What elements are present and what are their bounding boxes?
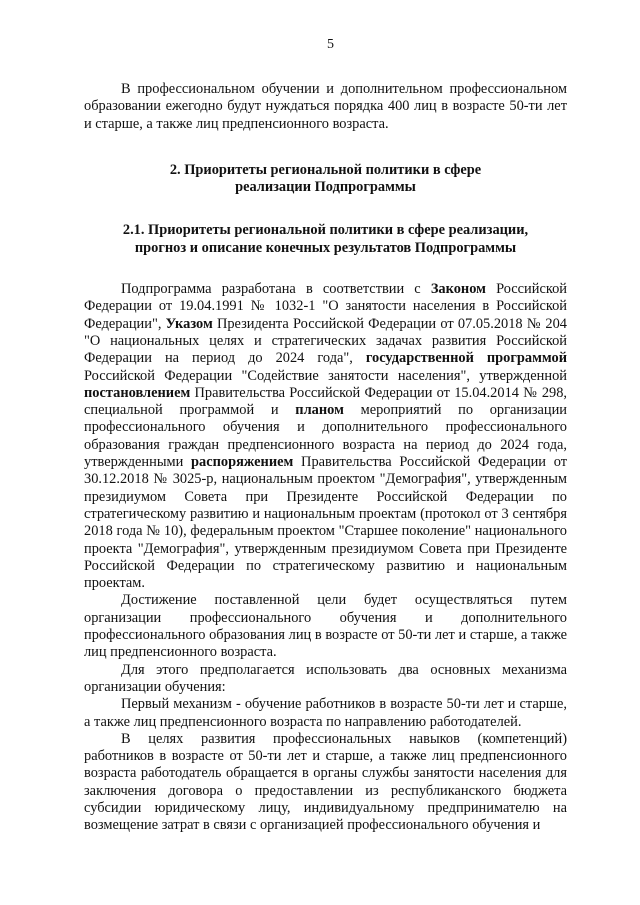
text-run: Российской Федерации от 19.04.1991 № 1032-1 "О занятости населения в Российской Федерации", (84, 281, 567, 332)
intro-paragraph: В профессиональном обучении и дополнительном профессиональном образовании ежегодно будут нуждаться порядка 400 лиц в возрасте 50-ти лет и старше, а также лиц предпенсионного возраста. (84, 81, 567, 132)
text-run: Правительства Российской Федерации от 30.12.2018 № 3025-р, национальным проектом "Демография", утвержденным президиумом Совета при Президенте Российской Федерации по стратегическому развитию и национальным проектам (протокол от 3 сентября 2018 года № 10), федеральным проектом "Старшее поколение" национального проекта "Демография", утвержденным президиумом Совета при Президенте Российской Федерации по стратегическому развитию и национальным проектам. (84, 454, 567, 592)
state-program-reference: государственной программой (365, 350, 567, 367)
text-run: Правительства Российской Федерации от 15.04.2014 № 298, специальной программой и (84, 384, 567, 419)
decree-reference: Указом (165, 315, 213, 332)
mechanisms-paragraph: Для этого предполагается использовать два основных механизма организации обучения: (84, 661, 567, 695)
section-heading-2-1-line1: 2.1. Приоритеты региональной политики в сфере реализации, (122, 222, 529, 239)
section-heading-2-1-line2: прогноз и описание конечных результатов Подпрограммы (134, 239, 517, 256)
text-run: Президента Российской Федерации от 07.05.2018 № 204 "О национальных целях и стратегических задачах развития Российской Федерации на период до 2024 года", (84, 315, 567, 367)
section-heading-2 (84, 162, 567, 197)
order-reference: распоряжением (191, 454, 294, 471)
resolution-reference: постановлением (84, 384, 191, 401)
section-heading-2-line1: 2. Приоритеты региональной политики в сфере (169, 161, 482, 178)
text-run: Подпрограмма разработана в соответствии с (121, 281, 431, 298)
section-heading-2-line2: реализации Подпрограммы (235, 179, 416, 196)
legal-basis-paragraph (84, 281, 567, 592)
section-heading-2-1 (84, 222, 567, 257)
document-page (84, 36, 567, 835)
law-reference: Законом (430, 281, 486, 298)
text-run: мероприятий по организации профессионального обучения и дополнительного профессионального образования граждан предпенсионного возраста на период до 2024 года, утвержденными (84, 402, 567, 471)
text-run: Российской Федерации "Содействие занятости населения", утвержденной (84, 367, 567, 384)
page-number: 5 (327, 37, 334, 52)
goal-paragraph: Достижение поставленной цели будет осуществляться путем организации профессионального обучения и дополнительного профессионального образования лиц в возрасте от 50-ти лет и старше, а также лиц предпенсионного возраста. (84, 592, 567, 661)
first-mechanism-paragraph: Первый механизм - обучение работников в возрасте 50-ти лет и старше, а также лиц предпенсионного возраста по направлению работодателей. (84, 696, 567, 730)
plan-reference: планом (295, 402, 344, 419)
subsidy-paragraph: В целях развития профессиональных навыков (компетенций) работников в возрасте от 50-ти лет и старше, а также лиц предпенсионного возраста работодатель обращается в органы службы занятости населения для заключения договора о предоставлении из республиканского бюджета субсидии юридическому лицу, индивидуальному предпринимателю на возмещение затрат в связи с организацией профессионального обучения и (84, 730, 567, 834)
